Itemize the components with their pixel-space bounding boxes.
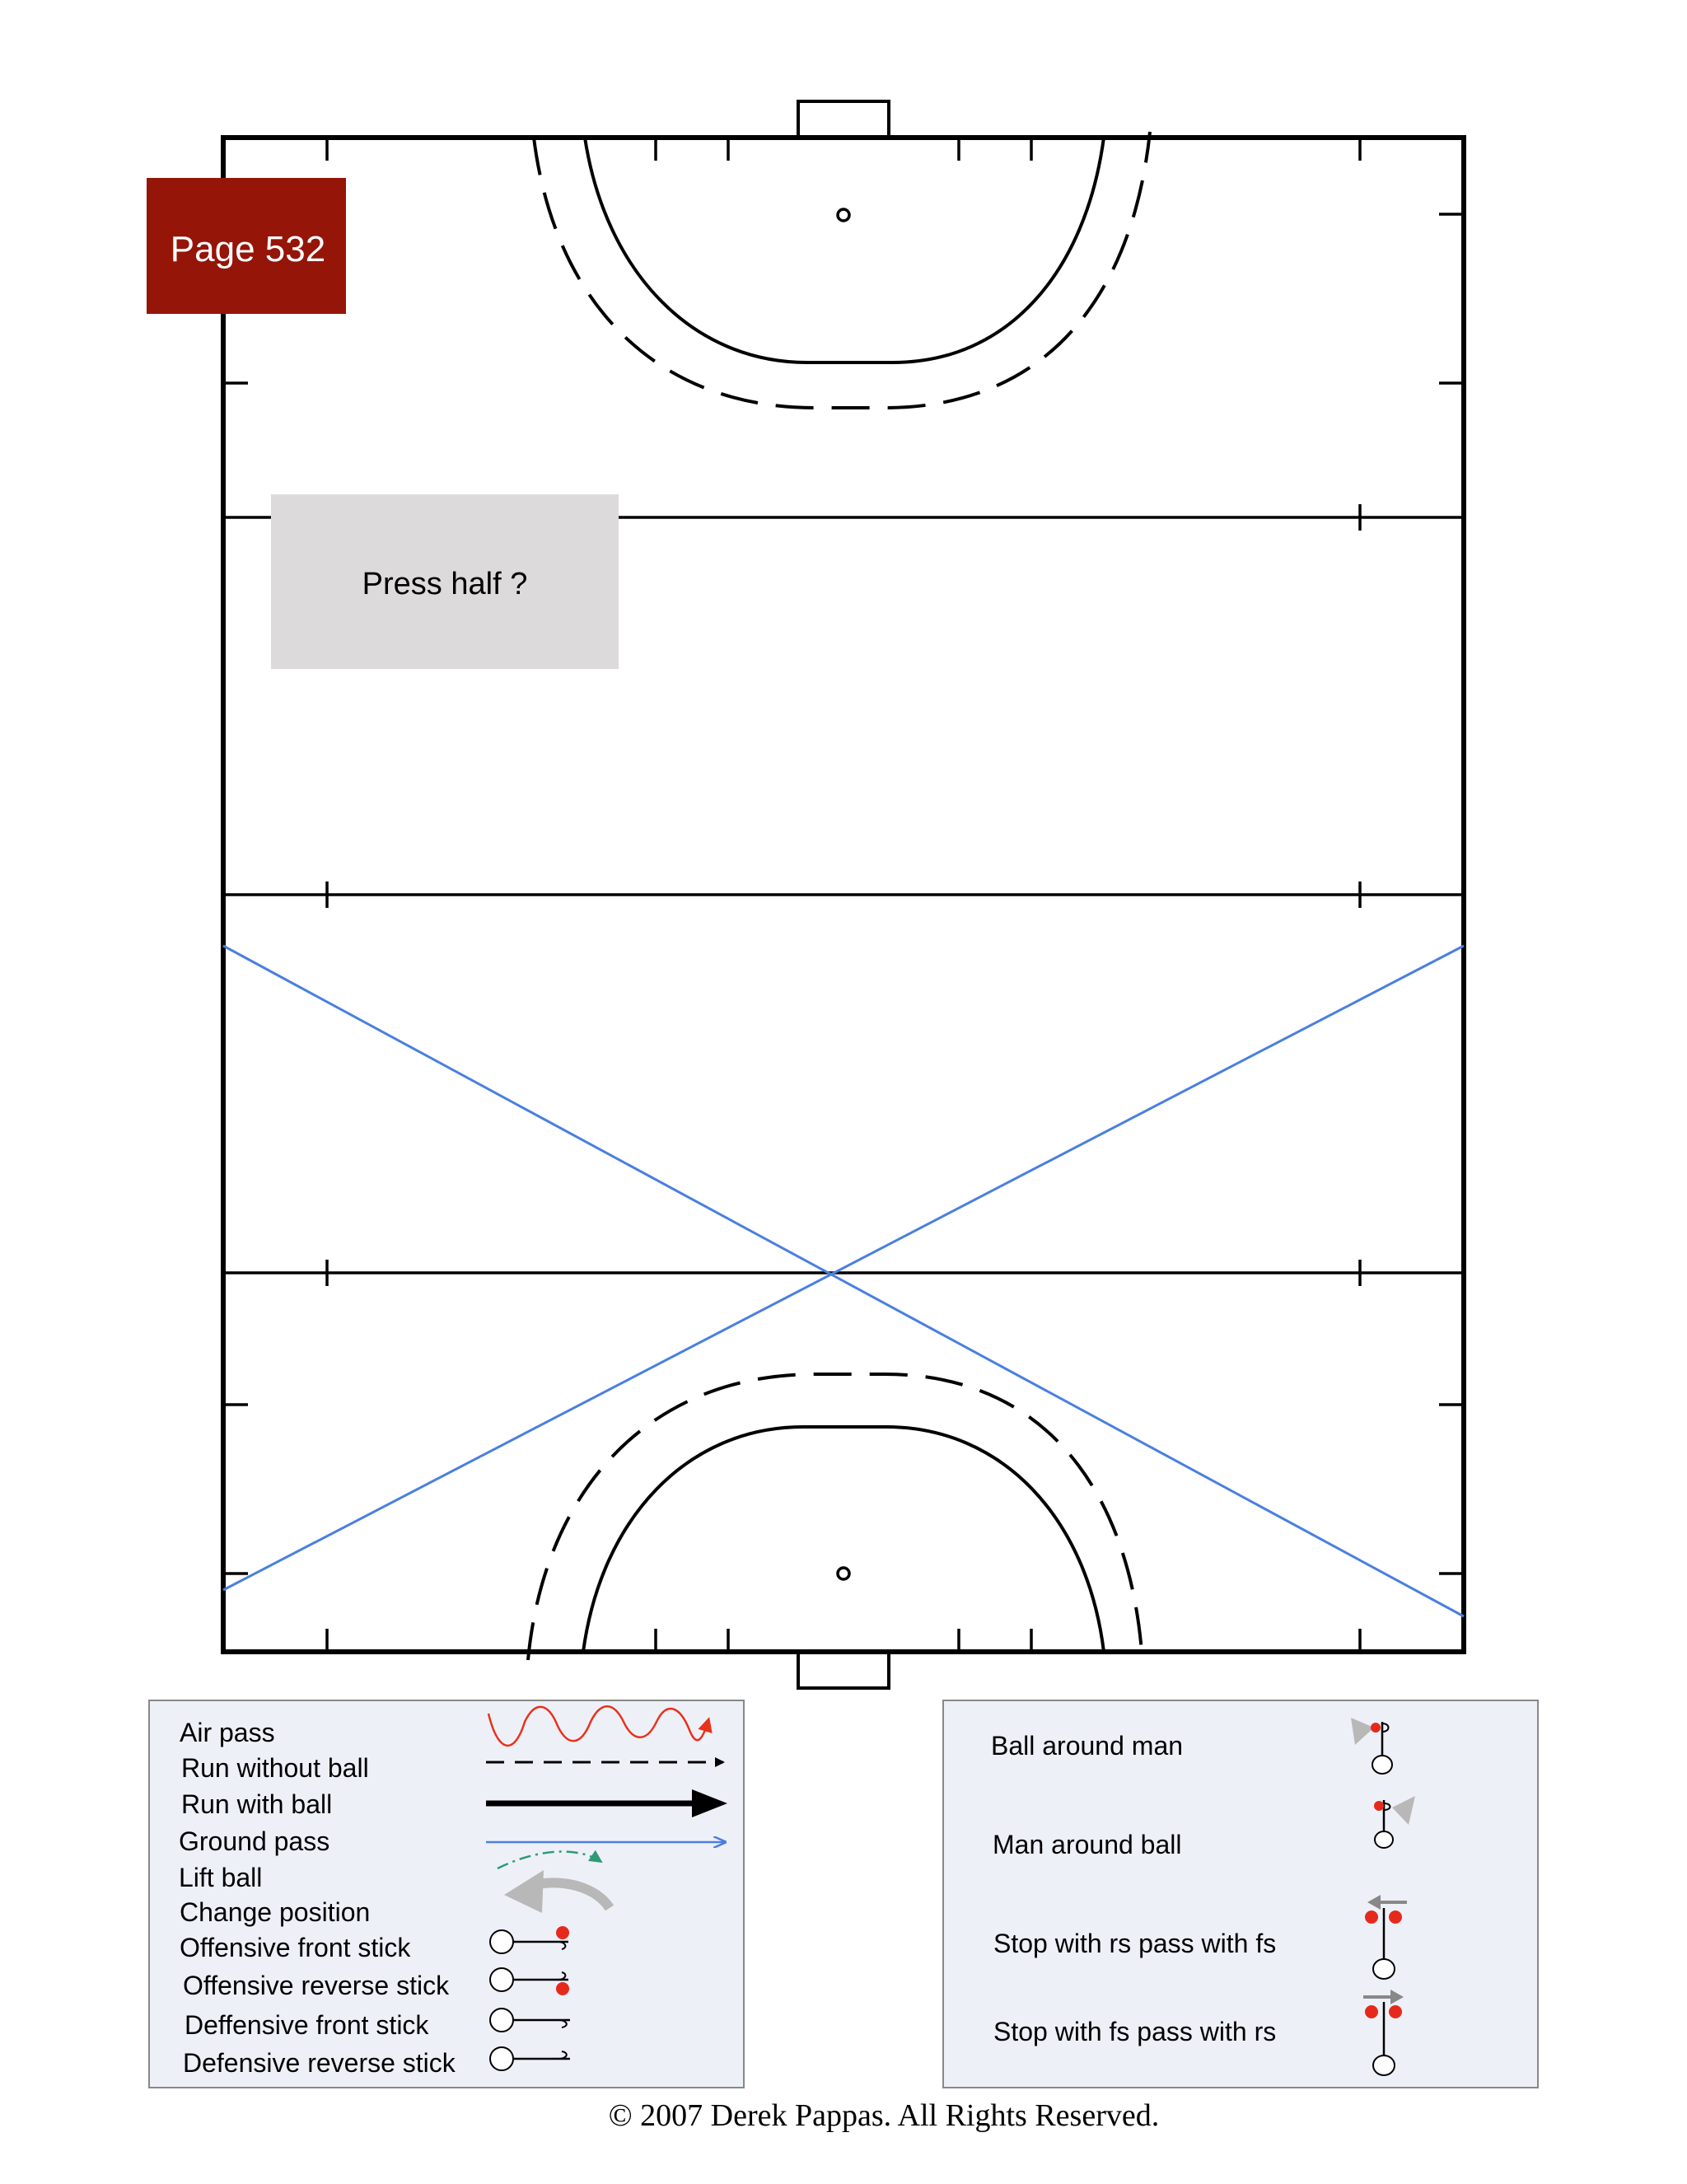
bottom-penalty-spot xyxy=(838,1568,849,1579)
title-text: Press half ? xyxy=(362,567,528,601)
title-box xyxy=(271,494,619,669)
legend-right-label: Stop with fs pass with rs xyxy=(993,2017,1277,2046)
field xyxy=(223,101,1464,1688)
legend-left xyxy=(149,1700,744,2088)
legend-right-label: Stop with rs pass with fs xyxy=(993,1929,1277,1958)
diagonal-line-right-down xyxy=(223,946,1464,1590)
legend-left-label: Ground pass xyxy=(179,1826,330,1856)
top-shooting-circle xyxy=(585,138,1104,362)
page-badge xyxy=(147,178,346,314)
bottom-goal xyxy=(798,1652,889,1688)
copyright: © 2007 Derek Pappas. All Rights Reserved. xyxy=(608,2098,1160,2133)
top-goal xyxy=(798,101,889,138)
bottom-backline-ticks xyxy=(327,1629,1360,1652)
top-penalty-spot xyxy=(838,209,849,221)
legend-left-label: Defensive reverse stick xyxy=(183,2048,456,2078)
legend-right xyxy=(943,1700,1538,2088)
legend-left-label: Run with ball xyxy=(181,1789,333,1819)
top-backline-ticks xyxy=(327,138,1360,161)
bottom-dashed-circle xyxy=(528,1374,1142,1660)
legend-right-label: Ball around man xyxy=(991,1731,1184,1761)
diagonal-line-left-down xyxy=(223,946,1464,1616)
bottom-shooting-circle xyxy=(583,1427,1104,1652)
legend-right-label: Man around ball xyxy=(993,1830,1182,1859)
legend-left-label: Deffensive front stick xyxy=(185,2010,429,2040)
page-label: Page 532 xyxy=(170,229,326,269)
legend-left-label: Offensive front stick xyxy=(180,1933,411,1962)
legend-left-label: Lift ball xyxy=(179,1863,263,1892)
legend-left-label: Offensive reverse stick xyxy=(183,1971,450,2000)
legend-left-label: Change position xyxy=(180,1897,371,1927)
legend-left-label: Run without ball xyxy=(181,1753,369,1783)
legend-left-label: Air pass xyxy=(180,1718,275,1747)
diagonal-lines xyxy=(223,946,1464,1616)
